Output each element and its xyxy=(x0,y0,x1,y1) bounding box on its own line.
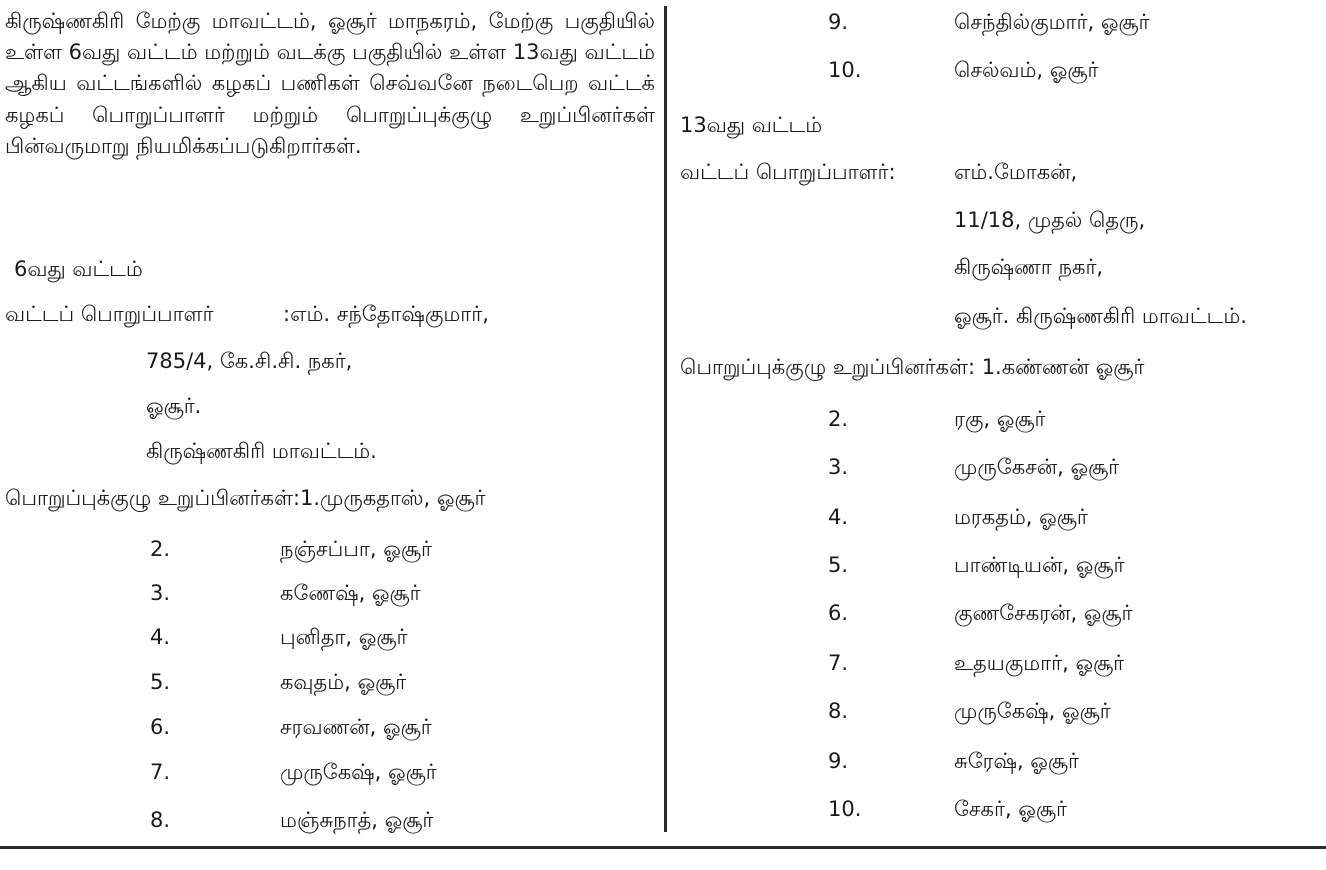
member-number: 8. xyxy=(150,808,171,832)
member-number: 7. xyxy=(150,760,171,784)
members-label: பொறுப்புக்குழு உறுப்பினர்கள்: 1.கண்ணன் ஓசூர் xyxy=(680,355,1145,379)
member-number: 6. xyxy=(150,715,171,739)
member-name: கவுதம், ஓசூர் xyxy=(280,670,407,694)
member-name: முருகேஷ், ஓசூர் xyxy=(954,699,1111,723)
ward-incharge-name: எம்.மோகன், xyxy=(954,160,1078,184)
member-number: 10. xyxy=(828,58,862,82)
member-number: 5. xyxy=(828,553,849,577)
ward-heading-13: 13வது வட்டம் xyxy=(680,113,823,137)
member-name: சுரேஷ், ஓசூர் xyxy=(954,749,1079,773)
member-number: 2. xyxy=(828,407,849,431)
ward-incharge-label: வட்டப் பொறுப்பாளர்: xyxy=(680,160,896,184)
member-number: 5. xyxy=(150,670,171,694)
member-number: 6. xyxy=(828,601,849,625)
member-name: உதயகுமார், ஓசூர் xyxy=(954,651,1125,675)
ward-incharge-label: வட்டப் பொறுப்பாளர் xyxy=(5,302,214,326)
address-line: ஓசூர். கிருஷ்ணகிரி மாவட்டம். xyxy=(954,304,1247,328)
member-number: 8. xyxy=(828,699,849,723)
member-number: 9. xyxy=(828,749,849,773)
member-name: ரகு, ஓசூர் xyxy=(954,407,1046,431)
member-name: செந்தில்குமார், ஓசூர் xyxy=(954,10,1150,34)
bottom-rule xyxy=(0,846,1326,849)
address-line: ஓசூர். xyxy=(146,394,202,418)
member-name: கணேஷ், ஓசூர் xyxy=(280,581,421,605)
column-divider xyxy=(664,6,667,832)
member-name: சரவணன், ஓசூர் xyxy=(280,715,432,739)
members-label: பொறுப்புக்குழு உறுப்பினர்கள்:1.முருகதாஸ், ஓசூர் xyxy=(5,486,486,510)
member-name: பாண்டியன், ஓசூர் xyxy=(954,553,1125,577)
intro-paragraph: கிருஷ்ணகிரி மேற்கு மாவட்டம், ஓசூர் மாநகரம், மேற்கு பகுதியில் உள்ள 6வது வட்டம் மற்றும் வடக்கு பகுதியில் உள்ள 13வது வட்டம் ஆகிய வட்டங்களில் கழகப் பணிகள் செவ்வனே நடைபெற வட்டக் கழகப் பொறுப்பாளர் மற்றும் பொறுப்புக்குழு உறுப்பினர்கள் பின்வருமாறு நியமிக்கப்படுகிறார்கள். xyxy=(5,9,655,158)
member-name: புனிதா, ஓசூர் xyxy=(280,625,408,649)
member-name: குணசேகரன், ஓசூர் xyxy=(954,601,1133,625)
address-line: கிருஷ்ணகிரி மாவட்டம். xyxy=(146,439,377,463)
member-number: 7. xyxy=(828,651,849,675)
address-line: 11/18, முதல் தெரு, xyxy=(954,208,1146,232)
member-number: 10. xyxy=(828,797,862,821)
member-name: முருகேஷ், ஓசூர் xyxy=(280,760,437,784)
member-number: 4. xyxy=(828,505,849,529)
member-number: 2. xyxy=(150,537,171,561)
member-name: செல்வம், ஓசூர் xyxy=(954,58,1099,82)
ward-incharge-name: :எம். சந்தோஷ்குமார், xyxy=(283,302,489,326)
member-number: 4. xyxy=(150,625,171,649)
member-number: 3. xyxy=(828,455,849,479)
member-name: நஞ்சப்பா, ஓசூர் xyxy=(280,537,432,561)
member-name: முருகேசன், ஓசூர் xyxy=(954,455,1120,479)
ward-heading-6: 6வது வட்டம் xyxy=(14,257,143,281)
member-name: மஞ்சுநாத், ஓசூர் xyxy=(280,808,434,832)
address-line: 785/4, கே.சி.சி. நகர், xyxy=(146,349,353,373)
member-name: மரகதம், ஓசூர் xyxy=(954,505,1088,529)
member-number: 9. xyxy=(828,10,849,34)
address-line: கிருஷ்ணா நகர், xyxy=(954,255,1104,279)
member-name: சேகர், ஓசூர் xyxy=(954,797,1067,821)
member-number: 3. xyxy=(150,581,171,605)
